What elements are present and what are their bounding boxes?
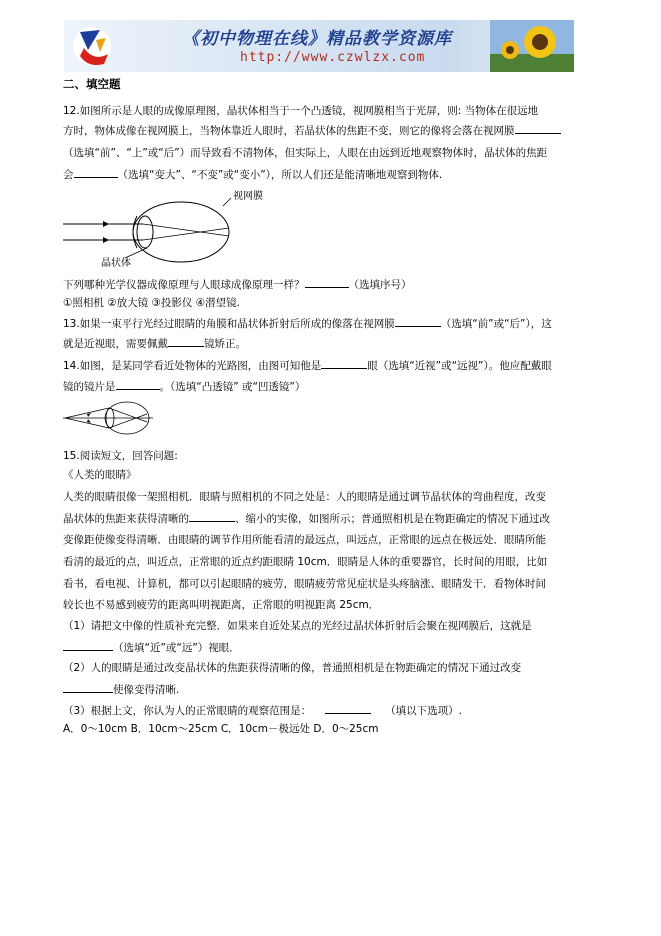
- label-lens: 晶状体: [101, 258, 131, 269]
- q13-blank-2[interactable]: [168, 334, 204, 347]
- section-title: 二、填空题: [63, 77, 121, 91]
- label-retina: 视网膜: [233, 191, 263, 202]
- q15-article-title: 《人类的眼睛》: [63, 469, 137, 481]
- site-title: 《初中物理在线》精品教学资源库: [182, 29, 452, 49]
- q13-line2: 就是近视眼，需要佩戴 镜矫正。: [63, 334, 599, 354]
- q15-para-6: 较长也不易感到疲劳的距离叫明视距离，正常眼的明视距离 25cm．: [63, 599, 380, 611]
- q15-blank-2[interactable]: [63, 638, 113, 651]
- q13-line1: 13.如果一束平行光经过眼睛的角膜和晶状体折射后所成的像落在视网膜 （选填“前”或“后”），这: [63, 314, 599, 334]
- q15-sub2-line2: 使像变得清晰.: [63, 680, 599, 700]
- q15-choices: A．0～10cm B．10cm～25cm C．10cm－极远处 D．0～25cm: [63, 723, 379, 735]
- q15-sub1-line1: （1）请把文中像的性质补充完整．如果来自近处某点的光经过晶状体折射后会聚在视网膜后，这就是: [63, 620, 532, 632]
- q14-line1: 14.如图，是某同学看近处物体的光路图，由图可知他是 眼（选填“近视”或“远视”）。他应配戴眼: [63, 356, 599, 376]
- q15-para-3: 变像距使像变得清晰．由眼睛的调节作用所能看清的最远点，叫远点，正常眼的远点在极远处．眼睛所能: [63, 534, 546, 546]
- q15-blank-1[interactable]: [189, 509, 235, 522]
- q15-blank-3[interactable]: [63, 680, 113, 693]
- q12-line4: 会 （选填“变大”、“不变”或“变小”），所以人们还是能清晰地观察到物体.: [63, 165, 599, 185]
- site-logo-icon: [70, 24, 114, 68]
- q12-blank-2[interactable]: [74, 165, 118, 178]
- q13-blank-1[interactable]: [395, 314, 441, 327]
- q12-blank-3[interactable]: [305, 275, 349, 288]
- q12-options: ①照相机 ②放大镜 ③投影仪 ④潜望镜.: [63, 297, 241, 309]
- q15-para-2: 晶状体的焦距来获得清晰的 、缩小的实像，如图所示；普通照相机是在物距确定的情况下通过改: [63, 509, 599, 529]
- eye-diagram: [63, 188, 263, 269]
- q12-line2: 方时，物体成像在视网膜上，当物体靠近人眼时，若晶状体的焦距不变，则它的像将会落在视网膜: [63, 121, 599, 141]
- q12-line3: （选填“前”、“上”或“后”）而导致看不清物体，但实际上，人眼在由远到近地观察物体时，晶状体的焦距: [63, 147, 548, 159]
- q15-para-1: 人类的眼睛很像一架照相机．眼睛与照相机的不同之处是：人的眼睛是通过调节晶状体的弯曲程度，改变: [63, 491, 546, 503]
- q12-follow: 下列哪种光学仪器成像原理与人眼球成像原理一样？ （选填序号）: [63, 275, 599, 295]
- header-banner: [64, 20, 574, 72]
- sunflower-image: [490, 20, 574, 72]
- q12-blank-1[interactable]: [515, 121, 561, 134]
- q15-sub3: （3）根据上文，你认为人的正常眼睛的观察范围是： （填以下选项）.: [63, 701, 599, 721]
- q15-intro: 15.阅读短文，回答问题:: [63, 450, 178, 462]
- q14-blank-1[interactable]: [321, 356, 367, 369]
- q12-line1: 12.如图所示是人眼的成像原理图，晶状体相当于一个凸透镜，视网膜相当于光屏，则: 当物体在很远地: [63, 105, 539, 117]
- q15-blank-4[interactable]: [325, 701, 371, 714]
- q15-para-5: 看书，看电视、计算机，都可以引起眼睛的疲劳，眼睛疲劳常见症状是头疼脑涨、眼睛发干．看物体时间: [63, 578, 546, 590]
- q15-sub1-line2: （选填“近”或“远”）视眼．: [63, 638, 599, 658]
- q14-blank-2[interactable]: [116, 377, 160, 390]
- q15-para-4: 看清的最近的点，叫近点，正常眼的近点约距眼睛 10cm．眼睛是人体的重要器官，长时间的用眼，比如: [63, 556, 548, 568]
- near-sight-diagram: [63, 400, 155, 436]
- q15-sub2-line1: （2）人的眼睛是通过改变晶状体的焦距获得清晰的像，普通照相机是在物距确定的情况下通过改变: [63, 662, 522, 674]
- q14-line2: 镜的镜片是 。（选填“凸透镜” 或“凹透镜”）: [63, 377, 599, 397]
- site-url: http://www.czwlzx.com: [240, 50, 426, 65]
